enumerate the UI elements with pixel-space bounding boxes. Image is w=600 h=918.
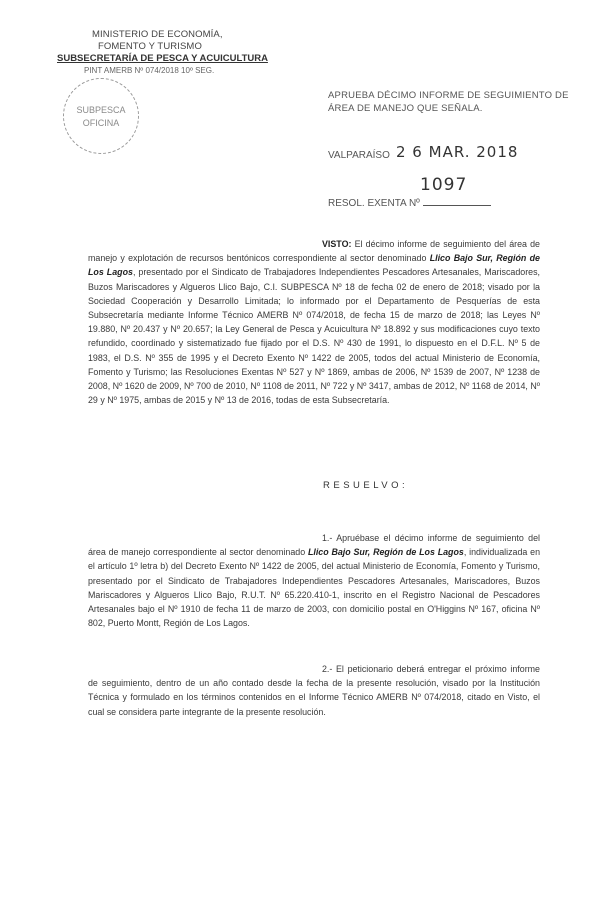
- document-title-line-2: ÁREA DE MANEJO QUE SEÑALA.: [328, 103, 483, 114]
- visto-paragraph: [88, 237, 540, 407]
- office-stamp: [63, 78, 139, 154]
- visto-label: VISTO:: [322, 239, 352, 249]
- visto-text-b: , presentado por el Sindicato de Trabajadores Independientes Pescadores Artesanales, Mariscadores, Buzos Mariscadores y Algueros Llico Bajo, C.I. SUBPESCA Nº 18 de fecha 02 de enero de 2018; visado por la Sociedad Cooperación y Desarrollo Limitada; lo informado por el Departamento de Pesquerías de esta Subsecretaría mediante Informe Técnico AMERB Nº 074/2018, de fecha 15 de marzo de 2018; las Leyes Nº 19.880, Nº 20.437 y Nº 20.657; la Ley General de Pesca y Acuicultura Nº 18.892 y sus modificaciones cuyo texto refundido, coordinado y sistematizado fue fijado por el D.S. Nº 430 de 1991, lo dispuesto en el D.F.L. Nº 5 de 1983, el D.S. Nº 355 de 1995 y el Decreto Exento Nº 1422 de 2005, todos del actual Ministerio de Economía, Fomento y Turismo; las Resoluciones Exentas Nº 527 y Nº 1869, ambas de 2006, Nº 1539 de 2007, Nº 1238 de 2008, Nº 1620 de 2009, Nº 700 de 2010, Nº 1108 de 2011, Nº 722 y Nº 3417, ambas de 2012, Nº 1168 de 2014, Nº 29 y Nº 1975, ambas de 2015 y Nº 13 de 2016, todas de esta Subsecretaría.: [88, 267, 540, 406]
- resolution-label: [328, 195, 491, 209]
- resuelvo-item-2: 2.- El peticionario deberá entregar el próximo informe de seguimiento, dentro de un año contado desde la fecha de la presente resolución, visado por la Institución Técnica y formulado en los términos contenidos en el Informe Técnico AMERB Nº 074/2018, citado en Visto, el cual se considera parte integrante de la presente resolución.: [88, 664, 540, 717]
- resolution-label-text: RESOL. EXENTA Nº: [328, 198, 420, 209]
- resolution-date: 2 6 MAR. 2018: [396, 143, 519, 161]
- visto-text-a: El décimo informe de seguimiento del área de manejo y explotación de recursos bentónicos correspondiente al sector denominado: [88, 239, 540, 264]
- document-title-line-1: APRUEBA DÉCIMO INFORME DE SEGUIMIENTO DE: [328, 90, 569, 101]
- resuelvo-heading: RESUELVO:: [323, 480, 409, 491]
- item-1-sector: Llico Bajo Sur, Región de Los Lagos: [307, 547, 464, 558]
- resolution-number: 1097: [420, 175, 468, 195]
- item-1-prefix: 1.- Apruébase el décimo informe de seguimiento del área de manejo correspondiente al sector denominado: [88, 533, 540, 558]
- stamp-line-2: OFICINA: [82, 118, 120, 128]
- ministry-line-1: MINISTERIO DE ECONOMÍA,: [92, 29, 223, 40]
- ministry-line-2: FOMENTO Y TURISMO: [98, 41, 202, 52]
- item-1-rest: , individualizada en el artículo 1º letra b) del Decreto Exento Nº 1422 de 2005, del actual Ministerio de Economía, Fomento y Turismo, presentado por el Sindicato de Trabajadores Independientes Pescadores Artesanales, Mariscadores, Buzos Mariscadores y Algueros Llico Bajo, R.U.T. Nº 65.220.410-1, inscrito en el Registro Nacional de Pescadores Artesanales bajo el Nº 1910 de fecha 11 de marzo de 2003, con domicilio postal en O'Higgins Nº 167, oficina Nº 802, Puerto Montt, Región de Los Lagos.: [88, 547, 541, 629]
- place-label: VALPARAÍSO: [328, 150, 390, 161]
- resuelvo-item-1: [88, 531, 540, 630]
- resolution-number-line: [423, 195, 491, 206]
- stamp-line-1: SUBPESCA: [76, 105, 126, 115]
- visto-sector: Llico Bajo Sur, Región de Los Lagos: [88, 253, 540, 278]
- reference-code: PINT AMERB Nº 074/2018 10º SEG.: [84, 66, 215, 75]
- subsecretaria-name: SUBSECRETARÍA DE PESCA Y ACUICULTURA: [57, 53, 268, 64]
